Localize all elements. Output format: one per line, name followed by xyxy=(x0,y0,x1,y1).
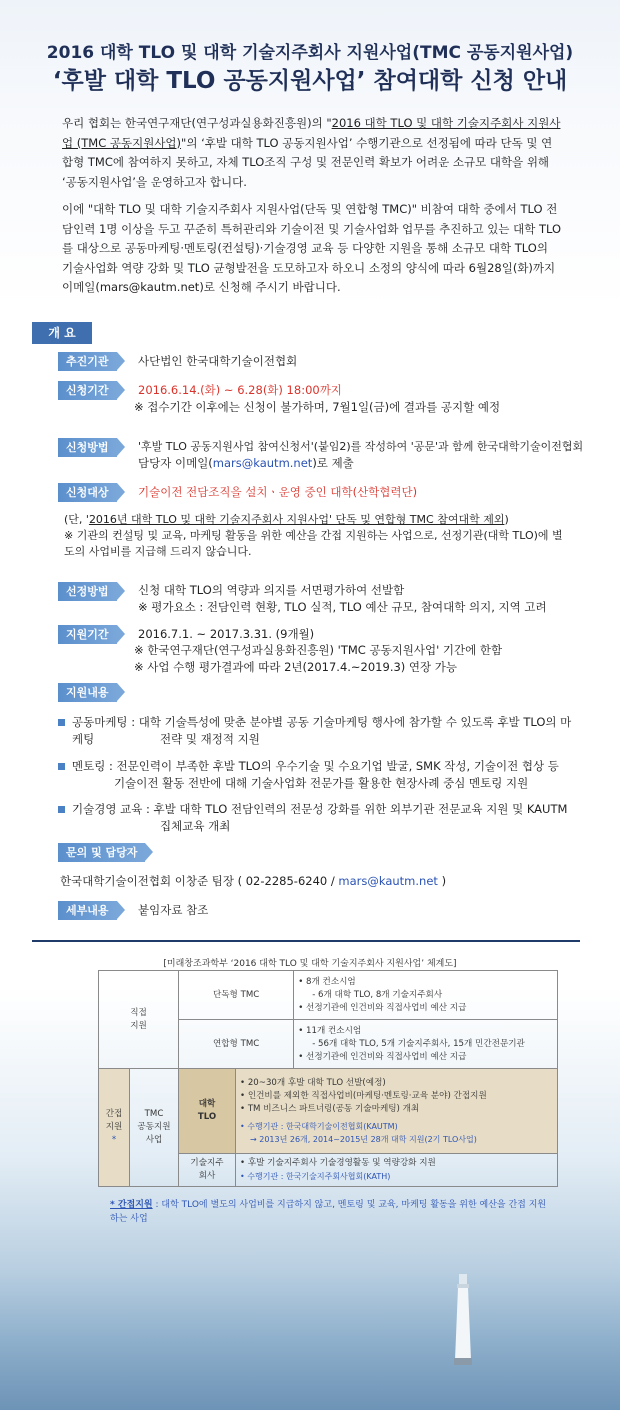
indirect-support-footnote: * 간접지원 : 대학 TLO에 별도의 사업비를 지급하지 않고, 멘토링 및 교육, 마케팅 활동을 위한 예산을 간접 지원하는 사업 xyxy=(110,1200,547,1224)
period-value: 2016.6.14.(화) ~ 6.28(화) 18:00까지 xyxy=(138,383,342,397)
select-value: 신청 대학 TLO의 역량과 의지를 서면평가하여 선발함 xyxy=(138,583,405,597)
union-tmc-cell: 연합형 TMC xyxy=(179,1020,294,1069)
method-email-link[interactable]: mars@kautm.net xyxy=(212,456,313,470)
label-host: 추진기관 xyxy=(58,352,117,371)
support-period-note-2: ※ 사업 수행 평가결과에 따라 2년(2017.4.~2019.3) 연장 가능 xyxy=(134,660,458,674)
target-value: 기술이전 전담조직을 설치ㆍ운영 중인 대학(산학협력단) xyxy=(138,485,418,499)
bullet-square xyxy=(58,763,65,770)
label-select: 선정방법 xyxy=(58,582,117,601)
detail-value: 붙임자료 참조 xyxy=(138,903,209,917)
select-note: ※ 평가요소 : 전담인력 현황, TLO 실적, TLO 예산 규모, 참여대학 의지, 지역 고려 xyxy=(138,600,547,614)
bullet-square xyxy=(58,719,65,726)
contact-email-link[interactable]: mars@kautm.net xyxy=(338,874,438,888)
label-content: 지원내용 xyxy=(58,683,117,702)
label-contact: 문의 및 담당자 xyxy=(58,843,145,862)
support-period-note-1: ※ 한국연구재단(연구성과실용화진흥원) 'TMC 공동지원사업' 기간에 한함 xyxy=(134,643,503,657)
content-item-marketing-2: 전략 및 재정적 지원 xyxy=(160,732,260,746)
label-detail: 세부내용 xyxy=(58,901,117,920)
title-line1: 2016 대학 TLO 및 대학 기술지주회사 지원사업(TMC 공동지원사업) xyxy=(46,43,574,63)
lighthouse-icon xyxy=(448,1270,478,1365)
label-support-period: 지원기간 xyxy=(58,625,117,644)
content-item-mentoring-2: 기술이전 활동 전반에 대해 기술사업화 전문가를 활용한 현장사례 중심 멘토링 지원 xyxy=(114,776,529,790)
intro-paragraph-2: 이에 "대학 TLO 및 대학 기술지주회사 지원사업(단독 및 연합형 TMC)" 비참여 대학 중에서 TLO 전담인력 1명 이상을 두고 꾸준히 특허관리와 기술이전 및 기술사업화 업무를 추진하고 있는 대학 TLO를 대상으로 공동마케팅·멘토링(컨설팅)·기술경영 교육 등 다양한 지원을 통해 소규모 대학 TLO의 기술사업화 역량 강화 및 TLO 균형발전을 도모하고자 하오니 소정의 양식에 따라 6월28일(화)까지 이메일(mars@kautm.net)로 신청해 주시기 바랍니다. xyxy=(62,202,562,295)
label-method: 신청방법 xyxy=(58,438,117,457)
content-item-marketing: 공동마케팅 : 대학 기술특성에 맞춘 분야별 공동 기술마케팅 행사에 참가할 수 있도록 후발 TLO의 마케팅 xyxy=(72,715,572,746)
intro-paragraph-1: 우리 협회는 한국연구재단(연구성과실용화진흥원)의 "2016 대학 TLO 및 대학 기술지주회사 지원사업 (TMC 공동지원사업)"의 ‘후발 대학 TLO 공동지원사업’ 수행기관으로 선정됨에 따라 단독 및 연합형 TMC에 참여하지 못하고, 자체 TLO조직 구성 및 전문인력 확보가 어려운 소규모 대학을 위해 ‘공동지원사업’을 운영하고자 합니다. xyxy=(62,116,561,189)
divider xyxy=(32,940,580,942)
support-period-value: 2016.7.1. ~ 2017.3.31. (9개월) xyxy=(138,627,315,641)
section-label-overview: 개 요 xyxy=(32,322,92,344)
content-item-education: 기술경영 교육 : 후발 대학 TLO 전담인력의 전문성 강화를 위한 외부기관 전문교육 지원 및 KAUTM xyxy=(72,802,568,816)
title-line2: ‘후발 대학 TLO 공동지원사업’ 참여대학 신청 안내 xyxy=(52,68,568,94)
content-item-education-2: 집체교육 개최 xyxy=(160,819,231,833)
label-period: 신청기간 xyxy=(58,381,117,400)
method-value-2: 담당자 이메일(mars@kautm.net)로 제출 xyxy=(138,456,354,470)
tmc-joint-support-cell: TMC 공동지원 사업 xyxy=(130,1069,179,1187)
intro-underlined: 2016 대학 TLO 및 대학 기술지주회사 지원사업 (TMC 공동지원사업) xyxy=(62,116,561,150)
single-tmc-cell: 단독형 TMC xyxy=(179,971,294,1020)
system-table-title: [미래창조과학부 ‘2016 대학 TLO 및 대학 기술지주회사 지원사업’ 체계도] xyxy=(163,959,457,969)
contact-value: 한국대학기술이전협회 이창준 팀장 ( 02-2285-6240 / mars@kautm.net ) xyxy=(60,874,447,888)
host-value: 사단법인 한국대학기술이전협회 xyxy=(138,354,298,368)
tlo-detail: • 20~30개 후발 대학 TLO 선발(예정) • 인건비를 제외한 직접사업비(마케팅·멘토링·교육 분야) 간접지원 • TM 비즈니스 파트너링(공동 기술마케팅) 개최 • 수행기관 : 한국대학기술이전협회(KAUTM) → 2013년 26개, 2014~2015년 28개 대학 지원(2기 TLO사업) xyxy=(236,1069,558,1154)
holding-company-cell: 기술지주 회사 xyxy=(179,1154,236,1187)
target-note-2: ※ 기관의 컨설팅 및 교육, 마케팅 활동을 위한 예산을 간접 지원하는 사업으로, 선정기관(대학 TLO)에 별도의 사업비를 지급해 드리지 않습니다. xyxy=(64,529,563,558)
method-value-1: '후발 TLO 공동지원사업 참여신청서'(붙임2)를 작성하여 '공문'과 함께 한국대학기술이전협회 xyxy=(138,440,584,453)
bullet-square xyxy=(58,806,65,813)
indirect-support-cell: 간접 지원 * xyxy=(99,1069,130,1187)
label-target: 신청대상 xyxy=(58,483,117,502)
single-tmc-detail: • 8개 컨소시엄 - 6개 대학 TLO, 8개 기술지주회사 • 선정기관에 인건비와 직접사업비 예산 지급 xyxy=(294,971,558,1020)
holding-company-detail: • 후발 기술지주회사 기술경영활동 및 역량강화 지원 • 수행기관 : 한국기술지주회사협회(KATH) xyxy=(236,1154,558,1187)
tlo-cell: 대학 TLO xyxy=(179,1069,236,1154)
content-item-mentoring: 멘토링 : 전문인력이 부족한 후발 TLO의 우수기술 및 수요기업 발굴, SMK 작성, 기술이전 협상 등 xyxy=(72,759,559,773)
period-note: ※ 접수기간 이후에는 신청이 불가하며, 7월1일(금)에 결과를 공지할 예정 xyxy=(134,400,501,414)
direct-support-cell: 직접 지원 xyxy=(99,971,179,1069)
system-table xyxy=(98,970,558,1187)
target-note-1: (단, '2016년 대학 TLO 및 대학 기술지주회사 지원사업' 단독 및 연합형 TMC 참여대학 제외) xyxy=(64,513,509,526)
union-tmc-detail: • 11개 컨소시엄 - 56개 대학 TLO, 5개 기술지주회사, 15개 민간전문기관 • 선정기관에 인건비와 직접사업비 예산 지급 xyxy=(294,1020,558,1069)
